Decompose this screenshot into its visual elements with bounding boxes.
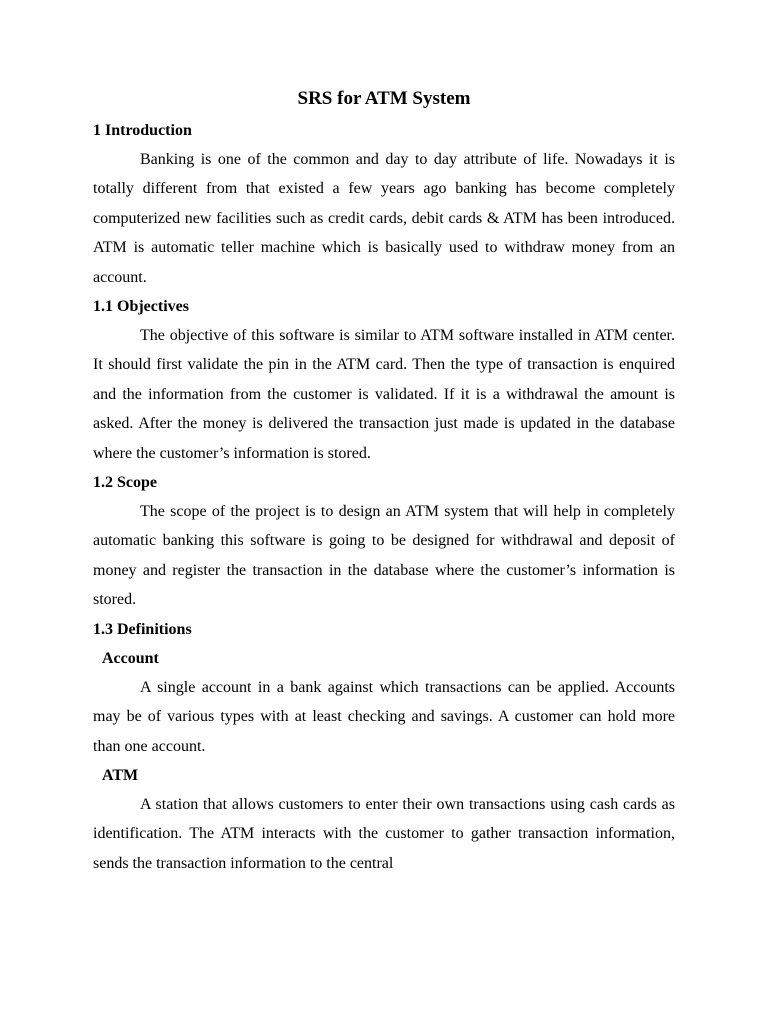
definition-term-account: Account <box>102 649 159 667</box>
section-heading-definitions: 1.3 Definitions <box>93 620 192 638</box>
definition-term-atm: ATM <box>102 766 139 784</box>
paragraph-scope: The scope of the project is to design an ATM system that will help in completely automatic banking this software is going to be designed for withdrawal and deposit of money and register the transaction in the database where the customer’s information is stored. <box>93 503 675 609</box>
definition-text-atm: A station that allows customers to enter their own transactions using cash cards as identification. The ATM interacts with the customer to gather transaction information, sends the transaction information to the central <box>93 795 675 872</box>
document-page <box>93 86 675 878</box>
document-title: SRS for ATM System <box>297 88 471 109</box>
section-heading-objectives: 1.1 Objectives <box>93 298 189 316</box>
section-heading-scope: 1.2 Scope <box>93 474 157 492</box>
paragraph-introduction: Banking is one of the common and day to day attribute of life. Nowadays it is totally different from that existed a few years ago banking has become completely computerized new facilities such as credit cards, debit cards & ATM has been introduced. ATM is automatic teller machine which is basically used to withdraw money from an account. <box>93 151 675 286</box>
definition-text-account: A single account in a bank against which transactions can be applied. Accounts may be of various types with at least checking and savings. A customer can hold more than one account. <box>93 678 675 755</box>
paragraph-objectives: The objective of this software is similar to ATM software installed in ATM center. It should first validate the pin in the ATM card. Then the type of transaction is enquired and the information from the customer is validated. If it is a withdrawal the amount is asked. After the money is delivered the transaction just made is updated in the database where the customer’s information is stored. <box>93 327 675 462</box>
section-heading-introduction: 1 Introduction <box>93 122 192 139</box>
